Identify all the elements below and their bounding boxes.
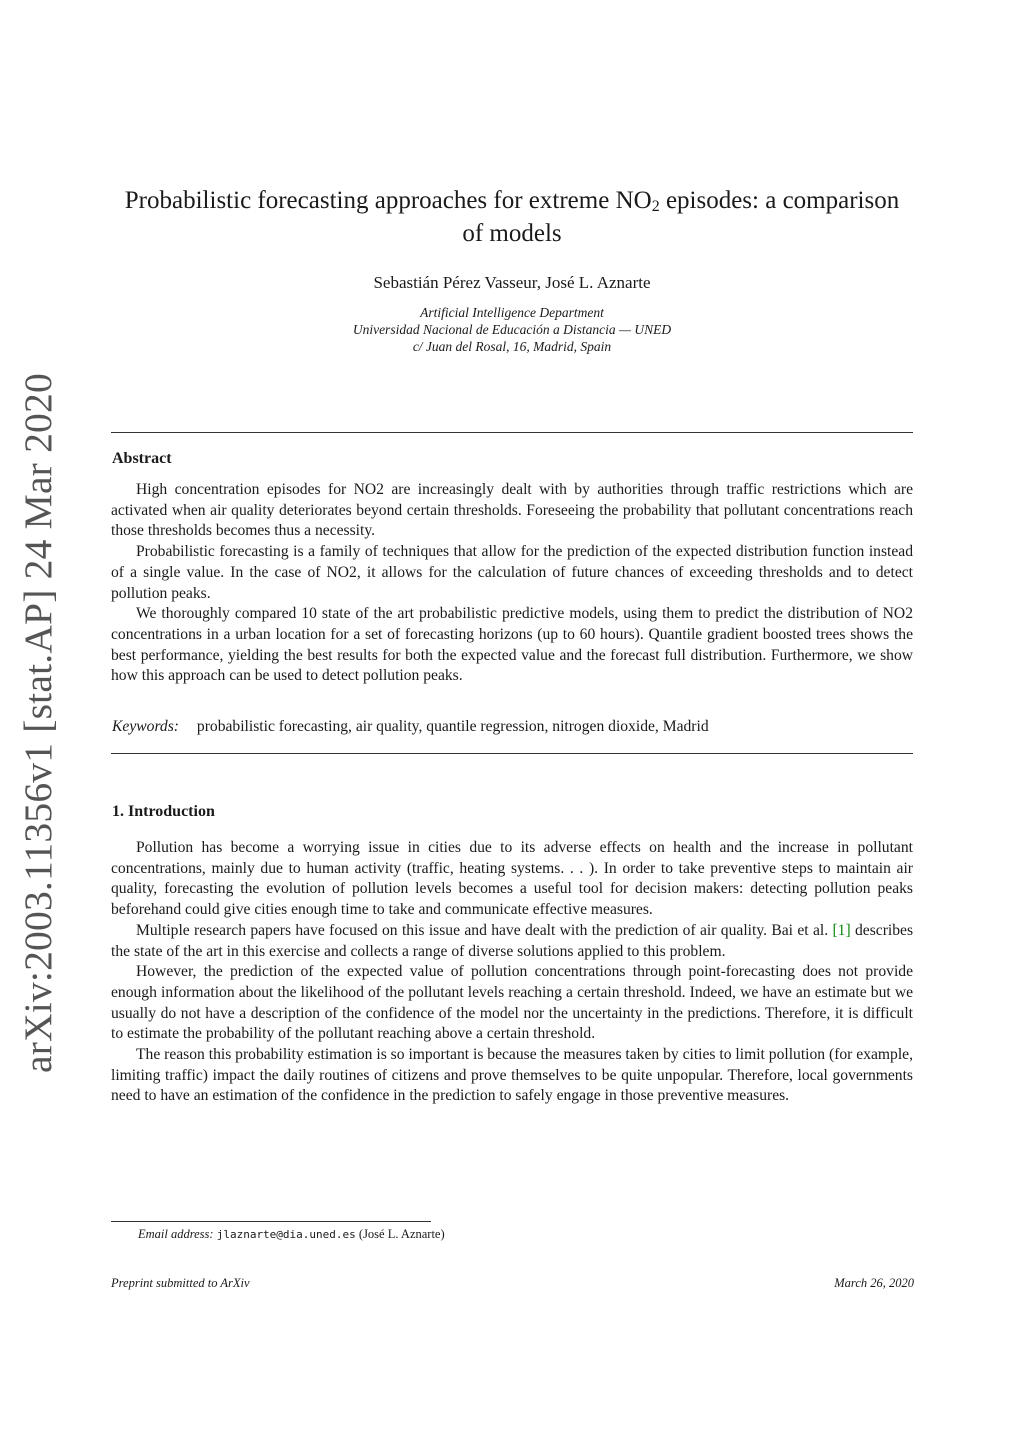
arxiv-identifier: arXiv:2003.11356v1 [stat.AP] 24 Mar 2020 xyxy=(16,373,60,1073)
abstract-bottom-rule xyxy=(111,753,913,754)
affiliation-department: Artificial Intelligence Department xyxy=(420,305,604,320)
abstract-heading: Abstract xyxy=(112,450,172,467)
abstract-paragraph: High concentration episodes for NO2 are increasingly dealt with by authorities through traffic restrictions which are activated when air quality deteriorates beyond certain thresholds. Foreseeing the probability that pollutant concentrations reach those thresholds becomes thus a necessity. xyxy=(111,481,913,540)
intro-paragraph xyxy=(111,921,913,962)
intro-paragraph: However, the prediction of the expected value of pollution concentrations through point-forecasting does not provide enough information about the likelihood of the pollutant levels reaching a certain threshold. Indeed, we have an estimate but we usually do not have a description of the confidence of the model nor the uncertainty in the predictions. Therefore, it is difficult to estimate the probability of the pollutant reaching above a certain threshold. xyxy=(111,963,913,1043)
intro-p2-text-end: describes the state of the art in this exercise and collects a range of diverse solutions applied to this problem. xyxy=(111,921,914,960)
title-text-pre: Probabilistic forecasting approaches for extreme NO xyxy=(124,187,652,214)
paper-title xyxy=(112,184,912,250)
introduction-body xyxy=(111,838,913,1107)
affiliation-address: c/ Juan del Rosal, 16, Madrid, Spain xyxy=(412,339,612,354)
footnote-email[interactable]: jlaznarte@dia.uned.es xyxy=(216,1228,356,1241)
affiliation xyxy=(112,304,912,355)
keywords-label: Keywords: xyxy=(112,718,179,735)
intro-p2-text: Multiple research papers have focused on this issue and have dealt with the prediction of air quality. Bai et al. xyxy=(136,921,833,939)
abstract-body xyxy=(111,480,913,687)
intro-paragraph: Pollution has become a worrying issue in cities due to its adverse effects on health and the increase in pollutant concentrations, mainly due to human activity (traffic, heating systems. . . ). In order to take preventive steps to maintain air quality, forecasting the evolution of pollution levels becomes a useful tool for decision makers: detecting pollution peaks beforehand could give cities enough time to take and communicate effective measures. xyxy=(111,839,913,919)
footer-preprint: Preprint submitted to ArXiv xyxy=(111,1276,250,1290)
intro-paragraph: The reason this probability estimation is so important is because the measures taken by cities to limit pollution (for example, limiting traffic) impact the daily routines of citizens and prove themselves to be quite unpopular. Therefore, local governments need to have an estimation of the confidence in the prediction to safely engage in those preventive measures. xyxy=(111,1046,913,1105)
abstract-paragraph: Probabilistic forecasting is a family of techniques that allow for the prediction of the expected distribution function instead of a single value. In the case of NO2, it allows for the calculation of future chances of exceeding thresholds and to detect pollution peaks. xyxy=(111,543,913,602)
footnote-name: (José L. Aznarte) xyxy=(358,1227,445,1241)
footnote-label: Email address: xyxy=(138,1227,214,1241)
abstract-top-rule xyxy=(111,432,913,433)
keywords-value: probabilistic forecasting, air quality, quantile regression, nitrogen dioxide, Madrid xyxy=(196,718,709,735)
title-subscript: 2 xyxy=(651,198,660,215)
section-heading-introduction: 1. Introduction xyxy=(112,803,215,820)
footer-date: March 26, 2020 xyxy=(834,1276,914,1290)
affiliation-university: Universidad Nacional de Educación a Distancia — UNED xyxy=(352,322,672,337)
authors: Sebastián Pérez Vasseur, José L. Aznarte xyxy=(373,273,651,292)
title-text-post: episodes: a comparison of models xyxy=(462,187,900,247)
abstract-paragraph: We thoroughly compared 10 state of the art probabilistic predictive models, using them to predict the distribution of NO2 concentrations in a urban location for a set of forecasting horizons (up to 60 hours). Quantile gradient boosted trees shows the best performance, yielding the best results for both the expected value and the forecast full distribution. Furthermore, we show how this approach can be used to detect pollution peaks. xyxy=(111,605,913,685)
citation-link[interactable]: [1] xyxy=(832,921,851,939)
keywords xyxy=(112,718,709,736)
footnote-rule xyxy=(111,1221,431,1222)
footnote xyxy=(138,1227,445,1242)
